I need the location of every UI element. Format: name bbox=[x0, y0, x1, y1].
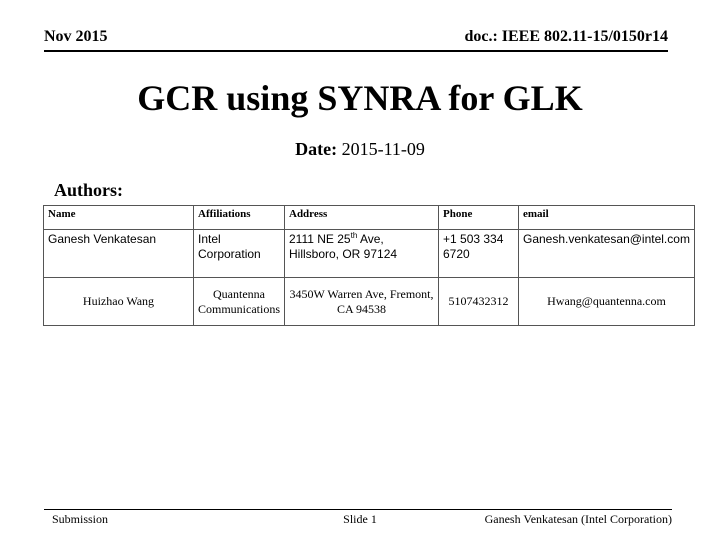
footer-submission: Submission bbox=[52, 512, 109, 526]
author-address: 3450W Warren Ave, Fremont, CA 94538 bbox=[285, 278, 439, 326]
author-name: Huizhao Wang bbox=[44, 278, 194, 326]
header-divider bbox=[44, 50, 668, 52]
header-name: Name bbox=[44, 206, 194, 230]
author-affiliation: Quantenna Communications bbox=[194, 278, 285, 326]
header-date: Nov 2015 bbox=[44, 28, 108, 45]
address-part: Ave, Hillsboro, OR 97124 bbox=[289, 232, 398, 261]
author-email: Ganesh.venkatesan@intel.com bbox=[519, 230, 695, 278]
author-affiliation: Intel Corporation bbox=[194, 230, 285, 278]
date-line bbox=[0, 139, 720, 160]
authors-table bbox=[43, 205, 695, 326]
author-phone: +1 503 334 6720 bbox=[439, 230, 519, 278]
footer-divider bbox=[44, 509, 672, 510]
table-row bbox=[44, 230, 695, 278]
header-address: Address bbox=[285, 206, 439, 230]
header-email: email bbox=[519, 206, 695, 230]
slide-title: GCR using SYNRA for GLK bbox=[137, 78, 583, 118]
table-row bbox=[44, 278, 695, 326]
header-affiliations: Affiliations bbox=[194, 206, 285, 230]
author-phone: 5107432312 bbox=[439, 278, 519, 326]
footer-slide-number: Slide 1 bbox=[343, 512, 377, 526]
author-name: Ganesh Venkatesan bbox=[44, 230, 194, 278]
date-value: 2015-11-09 bbox=[341, 139, 425, 159]
table-header-row bbox=[44, 206, 695, 230]
author-email: Hwang@quantenna.com bbox=[519, 278, 695, 326]
author-address bbox=[285, 230, 439, 278]
footer-author: Ganesh Venkatesan (Intel Corporation) bbox=[484, 512, 672, 526]
authors-label: Authors: bbox=[54, 180, 124, 200]
header-phone: Phone bbox=[439, 206, 519, 230]
address-part: 2111 NE 25 bbox=[289, 232, 351, 246]
date-label: Date: bbox=[295, 139, 338, 159]
header-doc-id: doc.: IEEE 802.11-15/0150r14 bbox=[464, 28, 668, 45]
address-superscript: th bbox=[350, 231, 358, 240]
